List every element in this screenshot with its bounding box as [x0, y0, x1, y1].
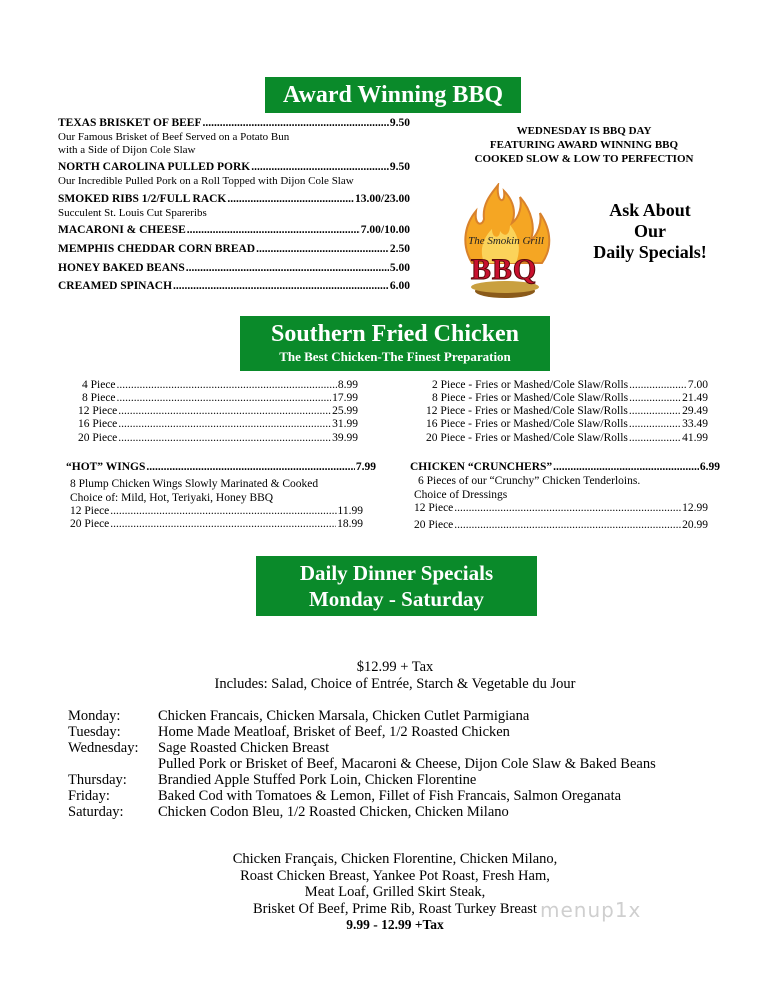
- bbq-item-desc: Our Famous Brisket of Beef Served on a Potato Bun: [58, 131, 290, 143]
- extra-line: Roast Chicken Breast, Yankee Pot Roast, Fresh Ham,: [240, 867, 550, 884]
- ask-about-specials: [578, 200, 722, 263]
- option-label: 20 Piece: [414, 519, 454, 531]
- bbq-item-price: 6.00: [389, 280, 410, 292]
- chicken-meal-row: [426, 432, 708, 446]
- bbq-item-name: HONEY BAKED BEANS: [58, 262, 185, 274]
- dinner-heading-line2: Monday - Saturday: [308, 587, 485, 611]
- logo-bbq: BBQ: [470, 253, 538, 286]
- schedule-day: Tuesday:: [68, 724, 121, 740]
- crunchers-desc: 6 Pieces of our “Crunchy” Chicken Tenderloins.: [418, 475, 641, 487]
- crunchers-option: [414, 519, 708, 533]
- hot-wings-option: [70, 505, 363, 519]
- bbq-item-name: MACARONI & CHEESE: [58, 224, 186, 236]
- piece-price: 8.99: [337, 379, 358, 391]
- chicken-subheading: The Best Chicken-The Finest Preparation: [279, 349, 511, 364]
- option-price: 20.99: [682, 519, 708, 531]
- smokin-grill-logo: [452, 183, 562, 303]
- bbq-item-desc: Succulent St. Louis Cut Spareribs: [58, 207, 207, 219]
- meal-label: 16 Piece - Fries or Mashed/Cole Slaw/Rolls: [426, 418, 628, 430]
- piece-label: 8 Piece: [82, 392, 116, 404]
- bbq-item-name: MEMPHIS CHEDDAR CORN BREAD: [58, 243, 256, 255]
- schedule-day: Wednesday:: [68, 740, 139, 756]
- extra-line: Meat Loaf, Grilled Skirt Steak,: [304, 884, 486, 900]
- crunchers-desc: Choice of Dressings: [414, 489, 508, 501]
- chicken-meal-row: [432, 379, 708, 393]
- promo-line: WEDNESDAY IS BBQ DAY: [516, 125, 652, 137]
- chicken-meal-row: [432, 392, 708, 406]
- schedule-items: Pulled Pork or Brisket of Beef, Macaroni & Cheese, Dijon Cole Slaw & Baked Beans: [158, 756, 656, 772]
- meal-label: 2 Piece - Fries or Mashed/Cole Slaw/Rolls: [432, 379, 629, 391]
- option-price: 18.99: [337, 518, 363, 530]
- option-label: 20 Piece: [70, 518, 110, 530]
- piece-label: 12 Piece: [78, 405, 118, 417]
- ask-line: Daily Specials!: [593, 242, 707, 262]
- schedule-items: Brandied Apple Stuffed Pork Loin, Chicken Florentine: [158, 772, 477, 788]
- bbq-banner: [265, 77, 521, 113]
- bbq-item-baked-beans: [58, 262, 410, 277]
- chicken-meal-row: [426, 405, 708, 419]
- bbq-item-name: CREAMED SPINACH: [58, 280, 173, 292]
- schedule-items: Chicken Francais, Chicken Marsala, Chicken Cutlet Parmigiana: [158, 708, 530, 724]
- extra-line: Brisket Of Beef, Prime Rib, Roast Turkey Breast: [253, 900, 537, 917]
- option-price: 11.99: [337, 505, 363, 517]
- crunchers-title: CHICKEN “CRUNCHERS”: [410, 461, 553, 473]
- meal-price: 33.49: [682, 418, 708, 430]
- bbq-item-desc: Our Incredible Pulled Pork on a Roll Topped with Dijon Cole Slaw: [58, 175, 354, 187]
- meal-price: 21.49: [682, 392, 708, 404]
- extra-line: Chicken Français, Chicken Florentine, Chicken Milano,: [232, 851, 558, 867]
- option-price: 12.99: [682, 502, 708, 514]
- chicken-piece-row: [82, 392, 358, 406]
- meal-price: 7.00: [687, 379, 708, 391]
- schedule-items: Chicken Codon Bleu, 1/2 Roasted Chicken, Chicken Milano: [158, 804, 509, 820]
- bbq-item-name: NORTH CAROLINA PULLED PORK: [58, 161, 251, 173]
- logo-script: The Smokin Grill: [468, 235, 544, 247]
- bbq-item-creamed-spinach: [58, 280, 410, 295]
- menupix-watermark: menup1x: [540, 898, 642, 922]
- hot-wings-title: “HOT” WINGS: [66, 461, 146, 473]
- crunchers-price: 6.99: [699, 461, 720, 473]
- bbq-item-price: 13.00/23.00: [355, 193, 410, 205]
- chicken-banner: [240, 316, 550, 371]
- piece-price: 39.99: [332, 432, 358, 444]
- schedule-day: Friday:: [68, 788, 110, 804]
- wednesday-promo: [440, 124, 728, 166]
- ask-line: Our: [633, 221, 666, 241]
- bbq-item-price: 7.00/10.00: [360, 224, 410, 236]
- dinner-banner: [256, 556, 537, 616]
- piece-price: 25.99: [332, 405, 358, 417]
- piece-label: 4 Piece: [82, 379, 116, 391]
- meal-label: 8 Piece - Fries or Mashed/Cole Slaw/Rolls: [432, 392, 629, 404]
- ask-line: Ask About: [609, 200, 691, 220]
- piece-price: 17.99: [332, 392, 358, 404]
- schedule-day: Monday:: [68, 708, 121, 724]
- bbq-item-corn-bread: [58, 243, 410, 258]
- hot-wings-desc: 8 Plump Chicken Wings Slowly Marinated & Cooked: [70, 478, 319, 490]
- chicken-heading: Southern Fried Chicken: [270, 321, 519, 347]
- bbq-item-name: SMOKED RIBS 1/2/FULL RACK: [58, 193, 227, 205]
- hot-wings-price: 7.99: [355, 461, 376, 473]
- chicken-meal-row: [426, 418, 708, 432]
- crunchers-option: [414, 502, 708, 516]
- meal-price: 29.49: [682, 405, 708, 417]
- bbq-item-price: 5.00: [389, 262, 410, 274]
- schedule-items: Baked Cod with Tomatoes & Lemon, Fillet of Fish Francais, Salmon Oreganata: [158, 788, 622, 804]
- dinner-price: $12.99 + Tax: [356, 659, 434, 675]
- bbq-item-price: 9.50: [389, 117, 410, 129]
- extra-entrees: [0, 851, 768, 934]
- bbq-item-price: 9.50: [389, 161, 410, 173]
- hot-wings-desc: Choice of: Mild, Hot, Teriyaki, Honey BBQ: [70, 492, 274, 504]
- piece-label: 16 Piece: [78, 418, 118, 430]
- hot-wings-title-row: [66, 461, 376, 473]
- meal-label: 20 Piece - Fries or Mashed/Cole Slaw/Rolls: [426, 432, 628, 444]
- bbq-item-name: TEXAS BRISKET OF BEEF: [58, 117, 202, 129]
- piece-price: 31.99: [332, 418, 358, 430]
- schedule-day: Thursday:: [68, 772, 127, 788]
- chicken-piece-row: [78, 432, 358, 446]
- bbq-item-desc: with a Side of Dijon Cole Slaw: [58, 144, 196, 156]
- hot-wings-option: [70, 518, 363, 532]
- dinner-includes: Includes: Salad, Choice of Entrée, Starch & Vegetable du Jour: [214, 676, 576, 692]
- piece-label: 20 Piece: [78, 432, 118, 444]
- schedule-items: Sage Roasted Chicken Breast: [158, 740, 330, 756]
- bbq-item-mac-cheese: [58, 224, 410, 239]
- chicken-piece-row: [78, 418, 358, 432]
- meal-label: 12 Piece - Fries or Mashed/Cole Slaw/Rolls: [426, 405, 628, 417]
- schedule-items: Home Made Meatloaf, Brisket of Beef, 1/2 Roasted Chicken: [158, 724, 510, 740]
- chicken-piece-row: [82, 379, 358, 393]
- promo-line: COOKED SLOW & LOW TO PERFECTION: [474, 153, 694, 165]
- promo-line: FEATURING AWARD WINNING BBQ: [489, 139, 679, 151]
- option-label: 12 Piece: [70, 505, 110, 517]
- option-label: 12 Piece: [414, 502, 454, 514]
- chicken-piece-row: [78, 405, 358, 419]
- bbq-item-price: 2.50: [389, 243, 410, 255]
- schedule-day: Saturday:: [68, 804, 124, 820]
- meal-price: 41.99: [682, 432, 708, 444]
- bbq-heading: Award Winning BBQ: [282, 82, 504, 108]
- dinner-heading-line1: Daily Dinner Specials: [299, 561, 494, 585]
- crunchers-title-row: [410, 461, 720, 473]
- extra-price: 9.99 - 12.99 +Tax: [346, 917, 444, 932]
